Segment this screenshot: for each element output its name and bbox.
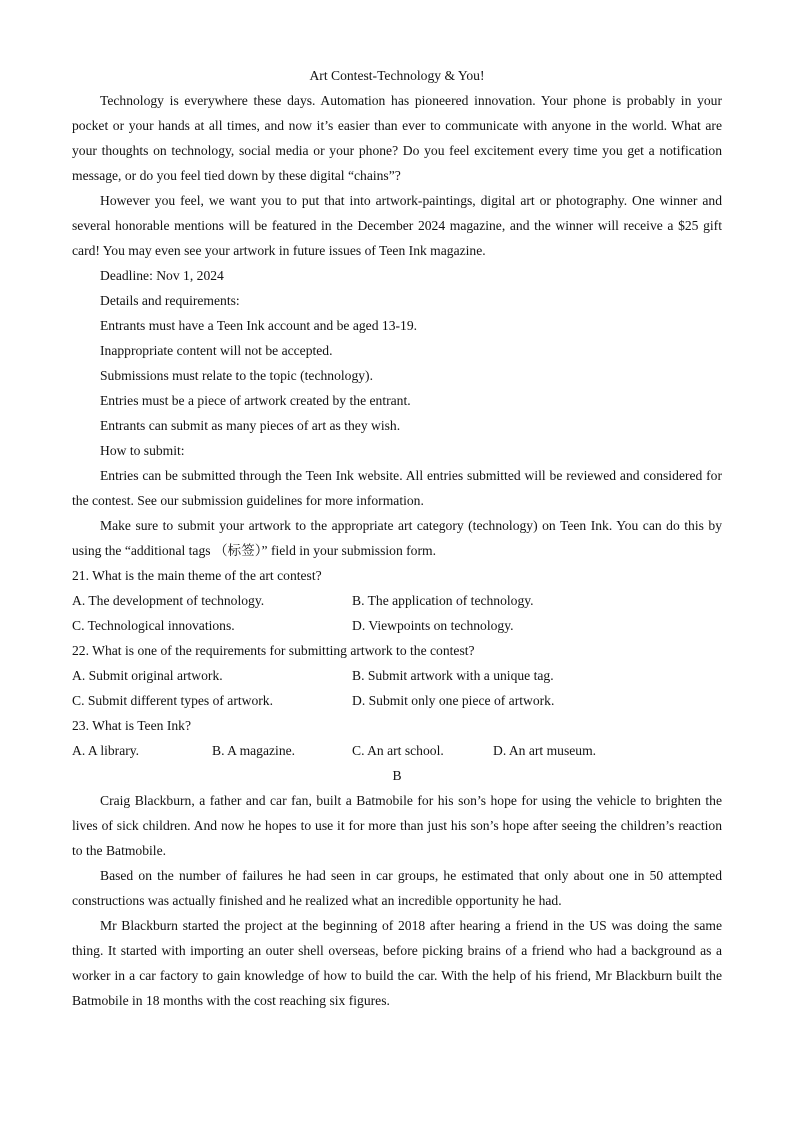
passage-b-paragraph-2: Based on the number of failures he had seen in car groups, he estimated that only about one in 50 attempted constructions was actually finished and he realized what an incredible opportunity he had. (72, 868, 722, 908)
question-22-option-b: B. Submit artwork with a unique tag. (352, 668, 554, 683)
requirement-item: Entries must be a piece of artwork created by the entrant. (100, 393, 411, 408)
question-21-option-c: C. Technological innovations. (72, 618, 235, 633)
passage-b-paragraph-3: Mr Blackburn started the project at the beginning of 2018 after hearing a friend in the US was doing the same thing. It started with importing an outer shell overseas, before picking brains of a friend who had a background as a worker in a car factory to gain knowledge of how to build the car. With the help of his friend, Mr Blackburn built the Batmobile in 18 months with the cost reaching six figures. (72, 918, 722, 1008)
how-to-submit-heading: How to submit: (100, 443, 185, 458)
passage-a-title: Art Contest-Technology & You! (309, 68, 485, 83)
question-22-option-d: D. Submit only one piece of artwork. (352, 693, 555, 708)
question-23-option-a: A. A library. (72, 743, 140, 758)
requirement-item: Entrants must have a Teen Ink account and be aged 13-19. (100, 318, 418, 333)
question-23-option-b: B. A magazine. (212, 743, 296, 758)
question-23-stem: 23. What is Teen Ink? (72, 718, 191, 733)
question-23-options-row (72, 738, 722, 763)
requirement-item: Submissions must relate to the topic (technology). (100, 368, 373, 383)
question-21-option-b: B. The application of technology. (352, 593, 534, 608)
deadline-line: Deadline: Nov 1, 2024 (100, 268, 224, 283)
passage-a-paragraph-1: Technology is everywhere these days. Automation has pioneered innovation. Your phone is probably in your pocket or your hands at all times, and now it’s easier than ever to communicate with anyone in the world. What are your thoughts on technology, social media or your phone? Do you feel excitement every time you get a notification message, or do you feel tied down by these digital “chains”? (72, 93, 722, 183)
passage-b-paragraph-1: Craig Blackburn, a father and car fan, built a Batmobile for his son’s hope for using the vehicle to brighten the lives of sick children. And now he hopes to use it for more than just his son’s hope after seeing the children’s reaction to the Batmobile. (72, 793, 722, 858)
submit-paragraph-1: Entries can be submitted through the Teen Ink website. All entries submitted will be reviewed and considered for the contest. See our submission guidelines for more information. (72, 468, 722, 508)
question-22-stem: 22. What is one of the requirements for submitting artwork to the contest? (72, 643, 475, 658)
submit-paragraph-2: Make sure to submit your artwork to the appropriate art category (technology) on Teen Ink. You can do this by using the “additional tags （标签）” field in your submission form. (72, 518, 722, 558)
passage-a-paragraph-2: However you feel, we want you to put that into artwork-paintings, digital art or photography. One winner and several honorable mentions will be featured in the December 2024 magazine, and the winner will receive a $25 gift card! You may even see your artwork in future issues of Teen Ink magazine. (72, 193, 722, 258)
question-22-options-row-1 (72, 663, 722, 688)
requirement-item: Inappropriate content will not be accepted. (100, 343, 333, 358)
question-22-option-a: A. Submit original artwork. (72, 668, 223, 683)
question-23-option-d: D. An art museum. (493, 743, 597, 758)
passage-b-heading: B (392, 768, 402, 783)
details-heading: Details and requirements: (100, 293, 240, 308)
requirement-item: Entrants can submit as many pieces of art as they wish. (100, 418, 401, 433)
question-21-option-d: D. Viewpoints on technology. (352, 618, 514, 633)
question-21-option-a: A. The development of technology. (72, 593, 265, 608)
document-page (72, 63, 722, 1013)
question-23-option-c: C. An art school. (352, 743, 444, 758)
question-21-stem: 21. What is the main theme of the art contest? (72, 568, 322, 583)
question-21-options-row-1 (72, 588, 722, 613)
question-22-option-c: C. Submit different types of artwork. (72, 693, 273, 708)
question-22-options-row-2 (72, 688, 722, 713)
question-21-options-row-2 (72, 613, 722, 638)
